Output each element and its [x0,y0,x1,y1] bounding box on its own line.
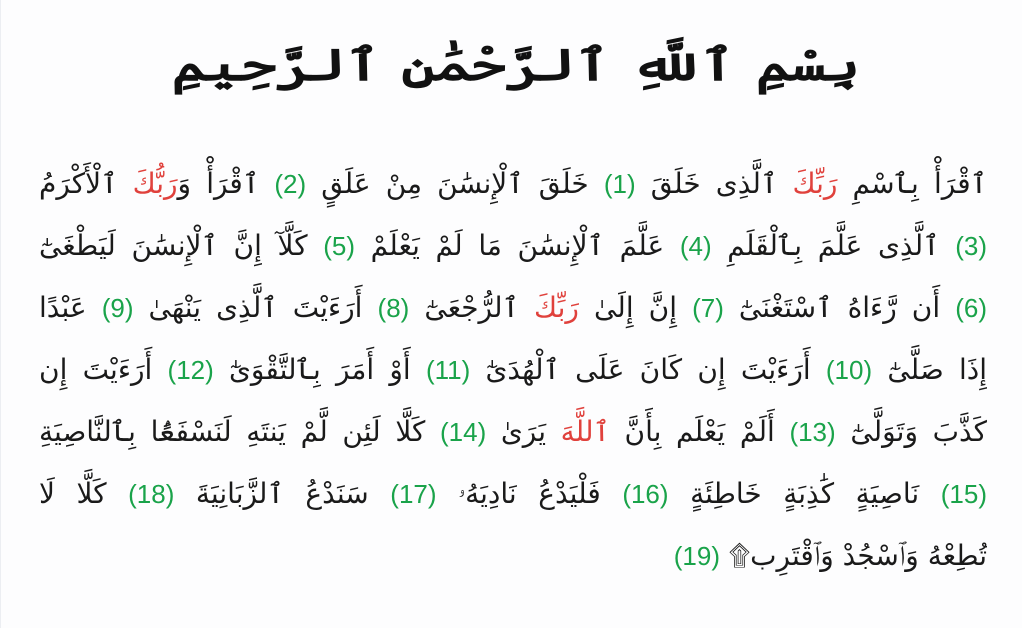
verse-text: نَاصِيَةٍ كَٰذِبَةٍ خَاطِئَةٍ [668,477,920,510]
verse-text: كَلَّا لَئِن لَّمْ يَنتَهِ لَنَسْفَعًۢا بِٱلنَّاصِيَةِ [39,415,440,448]
verse-text: أَلَمْ يَعْلَم بِأَنَّ [609,415,790,448]
highlighted-word: رَبُّكَ [132,167,178,200]
verse-text: ٱلرُّجْعَىٰٓ [409,291,534,324]
verse-number: (10) [825,355,873,385]
verse-text: يَرَىٰ [486,415,561,448]
verse-line [39,215,987,277]
verse-text: تُطِعْهُ وَٱسْجُدْ وَٱقْتَرِب۩ [719,539,987,572]
verse-text: سَنَدْعُ ٱلزَّبَانِيَةَ [174,477,391,510]
verse-text: ٱلَّذِى عَلَّمَ بِٱلْقَلَمِ [711,229,940,262]
verse-number: (13) [789,417,836,447]
highlighted-word: رَبِّكَ [792,167,838,200]
verse-number: (18) [128,479,175,509]
basmala-text: بِسْمِ ٱللَّهِ ٱلرَّحْمَٰنِ ٱلرَّحِيمِ [171,39,861,91]
verse-number: (14) [439,417,487,447]
verse-line [39,525,987,587]
verse-text: كَذَّبَ وَتَوَلَّىٰٓ [835,415,987,448]
verse-line [39,401,987,463]
verse-text: فَلْيَدْعُ نَادِيَهُۥ [436,477,623,510]
verse-line [39,463,987,525]
verse-number: (19) [673,541,720,571]
verse-number: (6) [955,293,987,323]
verse-number: (8) [377,293,410,323]
verse-text: كَلَّا لَا [39,477,129,510]
verse-text: عَلَّمَ ٱلْإِنسَٰنَ مَا لَمْ يَعْلَمْ [355,229,680,262]
verse-number: (1) [603,169,636,199]
verse-number: (11) [425,355,471,385]
verse-text: أَوْ أَمَرَ بِٱلتَّقْوَىٰٓ [213,353,426,386]
verse-text: ٱلْأَكْرَمُ [39,167,133,200]
verse-number: (16) [622,479,669,509]
verse-number: (2) [274,169,307,199]
verse-number: (7) [692,293,724,323]
verse-number: (9) [101,293,134,323]
verse-text: عَبْدًا [39,291,102,324]
verse-line [39,339,987,401]
highlighted-word: رَبِّكَ [533,291,579,324]
verse-number: (17) [390,479,437,509]
verse-text: إِنَّ إِلَىٰ [578,291,693,324]
verse-text: ٱقْرَأْ بِٱسْمِ [837,167,987,200]
verse-number: (5) [323,231,356,261]
verse-text: أَرَءَيْتَ ٱلَّذِى يَنْهَىٰ [133,291,378,324]
verse-line [39,277,987,339]
verse-text: أَن رَّءَاهُ ٱسْتَغْنَىٰٓ [723,291,941,324]
verse-text: أَرَءَيْتَ إِن [39,353,168,386]
verse-text: أَرَءَيْتَ إِن كَانَ عَلَى ٱلْهُدَىٰٓ [470,353,826,386]
verse-line [39,153,987,215]
basmala-calligraphy [171,10,861,120]
verse-number: (4) [679,231,712,261]
verse-text: كَلَّآ إِنَّ ٱلْإِنسَٰنَ لَيَطْغَىٰٓ [39,229,324,262]
verse-text: ٱلَّذِى خَلَقَ [635,167,793,200]
verse-number: (15) [940,479,987,509]
verse-text: ٱقْرَأْ وَ [177,167,275,200]
verse-number: (12) [167,355,214,385]
highlighted-word: ٱللَّهَ [560,415,610,448]
verse-number: (3) [955,231,987,261]
verse-text: خَلَقَ ٱلْإِنسَٰنَ مِنْ عَلَقٍ [306,167,604,200]
verses-block [39,153,987,587]
verse-text: إِذَا صَلَّىٰٓ [872,353,987,386]
